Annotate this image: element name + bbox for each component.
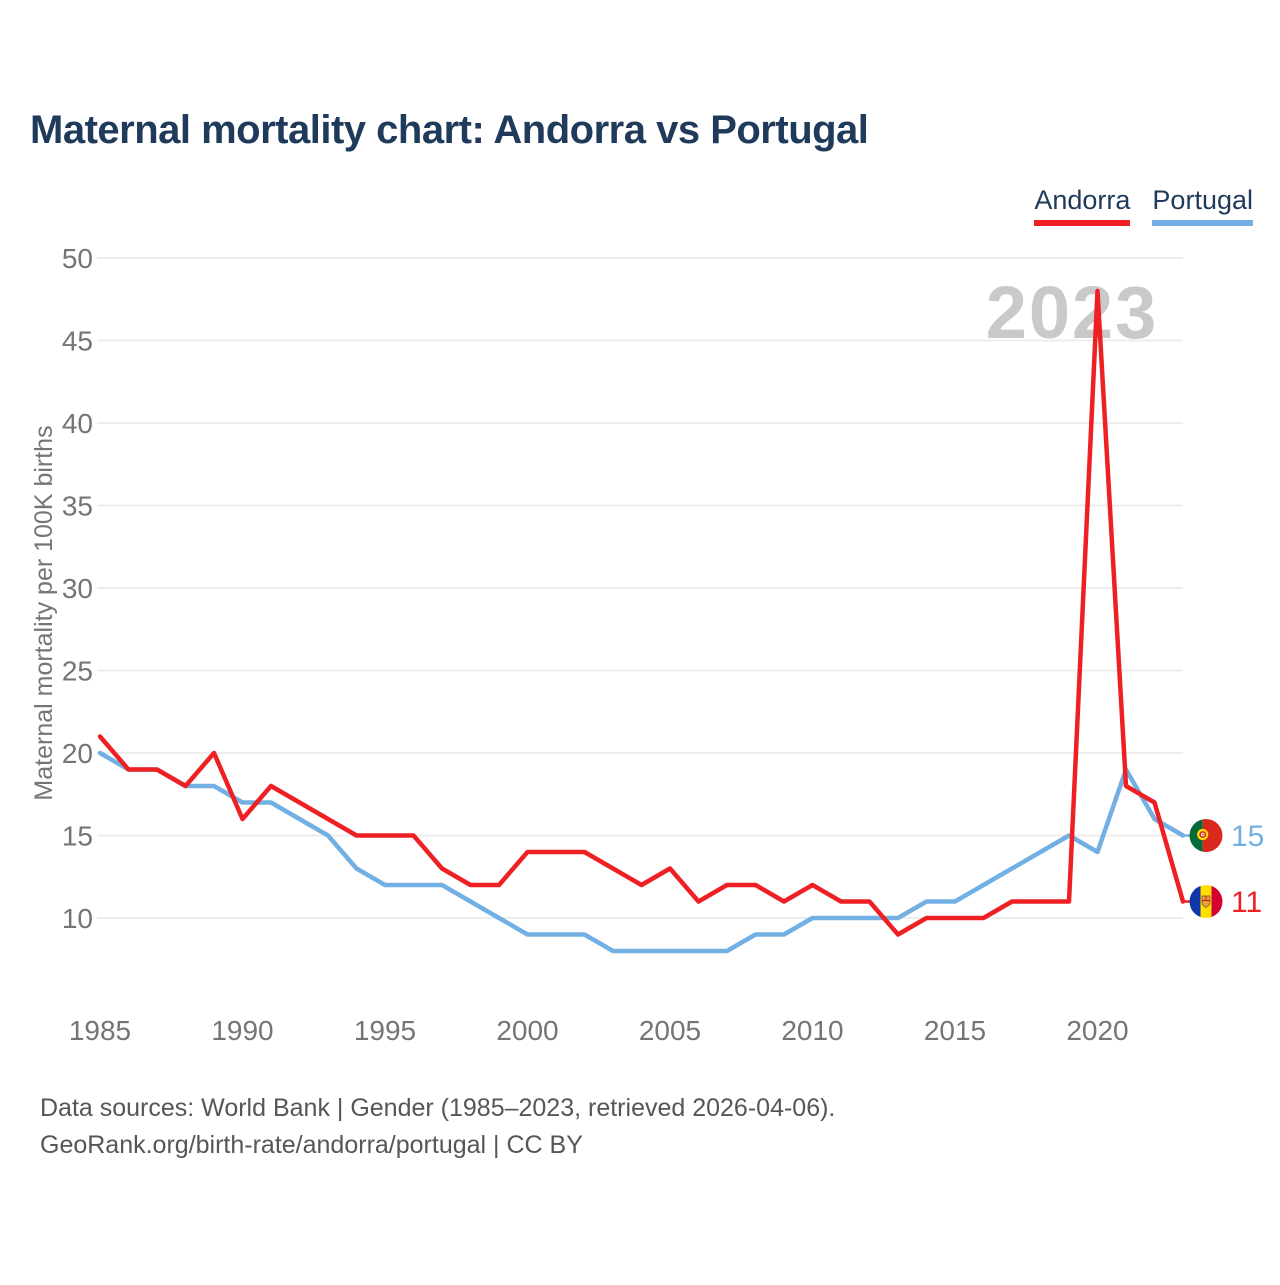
andorra-series-line [100,291,1183,935]
y-axis-tick-label: 40 [61,408,93,439]
portugal-end-value: 15 [1231,820,1265,853]
page-title: Maternal mortality chart: Andorra vs Portugal [30,108,869,152]
legend-label-andorra: Andorra [1034,185,1131,215]
x-axis-tick-label: 1990 [211,1015,274,1046]
x-axis-tick-label: 1985 [68,1015,132,1046]
portugal-flag-icon [1190,819,1223,852]
x-axis-tick-label: 2020 [1066,1015,1129,1046]
x-axis-tick-label: 2000 [496,1015,559,1046]
year-watermark: 2023 [985,271,1159,354]
y-axis-title: Maternal mortality per 100K births [30,425,58,801]
x-axis-tick-label: 2015 [923,1015,987,1046]
y-axis-tick-label: 45 [61,325,93,357]
footer-attribution-line: GeoRank.org/birth-rate/andorra/portugal | CC BY [40,1131,583,1159]
y-axis-tick-label: 15 [61,820,93,852]
y-axis-tick-label: 35 [61,490,93,522]
portugal-series-line [100,753,1183,951]
y-axis-tick-label: 25 [61,655,93,687]
legend-label-portugal: Portugal [1152,185,1253,215]
andorra-end-value: 11 [1231,886,1263,919]
legend [1034,185,1253,226]
legend-item-andorra[interactable] [1034,185,1130,226]
x-axis-tick-label: 2010 [781,1015,844,1046]
y-axis-tick-label: 20 [61,738,93,769]
andorra-flag-icon [1190,885,1223,918]
footer-sources-line: Data sources: World Bank | Gender (1985–2023, retrieved 2026-04-06). [40,1094,836,1122]
legend-underline-andorra [1034,220,1130,226]
y-axis-tick-label: 30 [61,573,93,604]
y-axis-tick-label: 10 [61,903,93,934]
x-axis-tick-label: 1995 [353,1015,417,1046]
legend-item-portugal[interactable] [1152,185,1253,226]
legend-underline-portugal [1152,220,1253,226]
footer [40,1090,835,1164]
y-axis-tick-label: 50 [61,243,93,274]
x-axis-tick-label: 2005 [638,1015,702,1046]
